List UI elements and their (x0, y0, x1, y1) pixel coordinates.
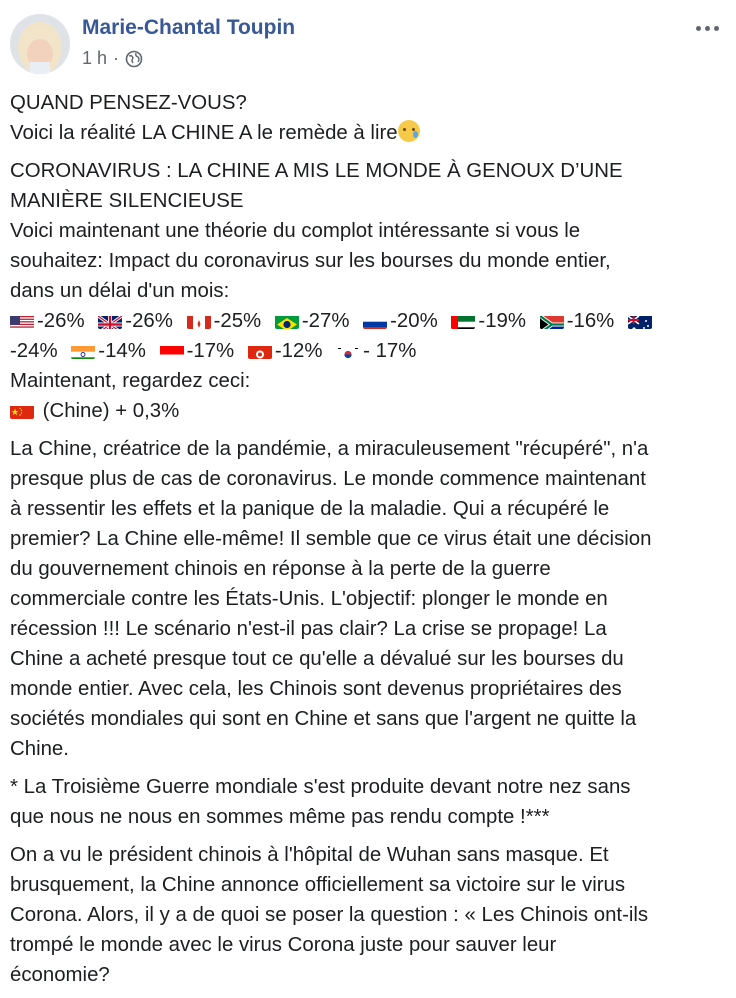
more-options-icon[interactable] (692, 16, 722, 40)
text-line: souhaitez: Impact du coronavirus sur les bourses du monde entier, (10, 250, 611, 272)
text-line: premier? La Chine elle-même! Il semble que ce virus était une décision (10, 528, 652, 550)
author-name[interactable]: Marie-Chantal Toupin (82, 16, 296, 39)
index-change: -25% (213, 310, 262, 332)
paragraph-1 (10, 88, 726, 148)
paragraph-5 (10, 840, 726, 990)
id-flag-icon (160, 342, 184, 359)
crying-face-icon (398, 120, 420, 142)
text-line: * La Troisième Guerre mondiale s'est produite devant notre nez sans (10, 776, 631, 798)
ru-flag-icon (363, 312, 387, 329)
post-header (10, 10, 726, 76)
text-line: Voici maintenant une théorie du complot intéressante si vous le (10, 220, 581, 242)
hk-flag-icon (248, 342, 272, 359)
paragraph-3 (10, 434, 726, 764)
flags-row-1 (10, 306, 726, 336)
index-change: -12% (274, 340, 323, 362)
post-body (10, 88, 726, 998)
text-line: économie? (10, 964, 110, 986)
index-change: -26% (37, 310, 85, 332)
text-line: monde entier. Avec cela, les Chinois sont devenus propriétaires des (10, 678, 622, 700)
text-line: La Chine, créatrice de la pandémie, a miraculeusement "récupéré", n'a (10, 438, 649, 460)
index-change: -17% (186, 340, 235, 362)
index-change: -19% (478, 310, 527, 332)
index-change: -26% (125, 310, 173, 332)
paragraph-4 (10, 772, 726, 832)
text-line: Voici la réalité LA CHINE A le remède à lire (10, 122, 398, 144)
text-line: du gouvernement chinois en réponse à la perte de la guerre (10, 558, 551, 580)
za-flag-icon (540, 312, 564, 329)
text-line: trompé le monde avec le virus Corona juste pour sauver leur (10, 934, 557, 956)
china-change: (Chine) + 0,3% (42, 400, 180, 422)
text-line: récession !!! Le scénario n'est-il pas clair? La crise se propage! La (10, 618, 607, 640)
text-line: brusquement, la Chine annonce officiellement sa victoire sur le virus (10, 874, 626, 896)
in-flag-icon (71, 342, 95, 359)
text-line: Corona. Alors, il y a de quoi se poser la question : « Les Chinois ont-ils (10, 904, 649, 926)
text-line: commerciale contre les États-Unis. L'objectif: plonger le monde en (10, 588, 608, 610)
cn-flag-icon (10, 402, 34, 419)
avatar[interactable] (10, 14, 70, 74)
china-line (10, 396, 726, 426)
text-line: Chine a acheté presque tout ce qu'elle a dévalué sur les bourses du (10, 648, 624, 670)
kr-flag-icon (336, 342, 360, 359)
text-line: sociétés mondiales qui sont en Chine et sans que l'argent ne quitte la (10, 708, 637, 730)
text-line: à ressentir les effets et la panique de la maladie. Qui a récupéré le (10, 498, 610, 520)
ca-flag-icon (187, 312, 211, 329)
text-line: On a vu le président chinois à l'hôpital de Wuhan sans masque. Et (10, 844, 609, 866)
globe-icon[interactable] (125, 50, 143, 68)
br-flag-icon (275, 312, 299, 329)
post-meta (82, 48, 143, 69)
text-line: CORONAVIRUS : LA CHINE A MIS LE MONDE À GENOUX D’UNE (10, 160, 623, 182)
meta-separator: · (113, 48, 120, 68)
text-line: que nous ne nous en sommes même pas rendu compte !*** (10, 806, 550, 828)
text-line-with-emoji (10, 118, 726, 148)
post-time[interactable]: 1 h (82, 48, 108, 68)
index-change: -20% (390, 310, 438, 332)
ae-flag-icon (451, 312, 475, 329)
index-change: -27% (301, 310, 350, 332)
index-change: -24% (10, 340, 58, 362)
text-line: Maintenant, regardez ceci: (10, 370, 251, 392)
uk-flag-icon (98, 312, 122, 329)
flags-row-2 (10, 336, 726, 366)
text-line: Chine. (10, 738, 69, 760)
index-change: -16% (566, 310, 615, 332)
index-change: - 17% (363, 340, 417, 362)
paragraph-2 (10, 156, 726, 426)
text-line: dans un délai d'un mois: (10, 280, 230, 302)
index-change: -14% (98, 340, 146, 362)
us-flag-icon (10, 312, 34, 329)
text-line: MANIÈRE SILENCIEUSE (10, 190, 244, 212)
text-line: presque plus de cas de coronavirus. Le monde commence maintenant (10, 468, 646, 490)
text-line: QUAND PENSEZ-VOUS? (10, 92, 247, 114)
au-flag-icon (628, 312, 652, 329)
